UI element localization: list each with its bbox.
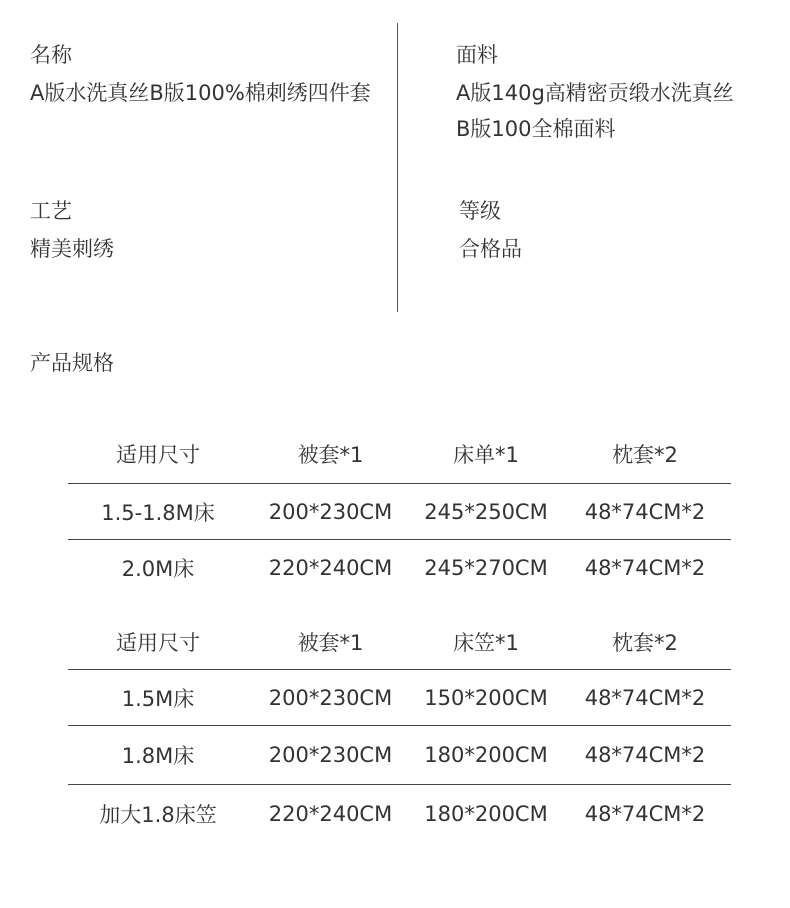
header-bed-sheet: 床单*1 (453, 443, 519, 467)
fabric-value-line-1: A版140g高精密贡缎水洗真丝 (456, 81, 734, 105)
header-duvet-cover: 被套*1 (297, 631, 364, 655)
craft-value: 精美刺绣 (30, 237, 114, 261)
cell-duvet-cover: 200*230CM (248, 726, 413, 785)
grade-field (459, 196, 522, 267)
cell-pillowcase: 48*74CM*2 (559, 540, 731, 596)
cell-pillowcase: 48*74CM*2 (559, 484, 731, 540)
table-row (68, 726, 731, 785)
cell-size: 2.0M床 (68, 540, 248, 596)
fabric-value-line-2: B版100全棉面料 (456, 117, 616, 141)
cell-size: 1.8M床 (68, 726, 248, 785)
craft-label: 工艺 (30, 199, 72, 223)
cell-duvet-cover: 200*230CM (248, 484, 413, 540)
cell-duvet-cover: 220*240CM (248, 785, 413, 844)
table-header-row (68, 615, 731, 670)
cell-fitted-sheet: 180*200CM (413, 785, 559, 844)
cell-pillowcase: 48*74CM*2 (559, 785, 731, 844)
table-row (68, 484, 731, 540)
header-size: 适用尺寸 (116, 443, 200, 467)
fabric-field (456, 40, 734, 147)
fabric-label: 面料 (456, 43, 498, 67)
header-fitted-sheet: 床笠*1 (453, 631, 519, 655)
grade-label: 等级 (459, 199, 501, 223)
spec-table-1 (68, 425, 731, 595)
cell-bed-sheet: 245*250CM (413, 484, 559, 540)
cell-size: 1.5M床 (68, 670, 248, 726)
cell-pillowcase: 48*74CM*2 (559, 726, 731, 785)
table-row (68, 670, 731, 726)
table-row (68, 540, 731, 596)
header-duvet-cover: 被套*1 (297, 443, 364, 467)
table-header-row (68, 425, 731, 484)
cell-fitted-sheet: 180*200CM (413, 726, 559, 785)
cell-size: 1.5-1.8M床 (68, 484, 248, 540)
vertical-divider (397, 23, 398, 312)
cell-bed-sheet: 245*270CM (413, 540, 559, 596)
header-pillowcase: 枕套*2 (612, 631, 678, 655)
craft-field (30, 196, 114, 267)
header-size: 适用尺寸 (116, 631, 200, 655)
name-field (30, 40, 371, 111)
cell-size: 加大1.8床笠 (68, 785, 248, 844)
spec-title: 产品规格 (30, 351, 114, 375)
name-label: 名称 (30, 43, 72, 67)
spec-table-2 (68, 615, 731, 843)
grade-value: 合格品 (459, 237, 522, 261)
cell-duvet-cover: 200*230CM (248, 670, 413, 726)
table-row (68, 785, 731, 844)
header-pillowcase: 枕套*2 (612, 443, 678, 467)
cell-fitted-sheet: 150*200CM (413, 670, 559, 726)
cell-duvet-cover: 220*240CM (248, 540, 413, 596)
cell-pillowcase: 48*74CM*2 (559, 670, 731, 726)
name-value: A版水洗真丝B版100%棉刺绣四件套 (30, 81, 371, 105)
